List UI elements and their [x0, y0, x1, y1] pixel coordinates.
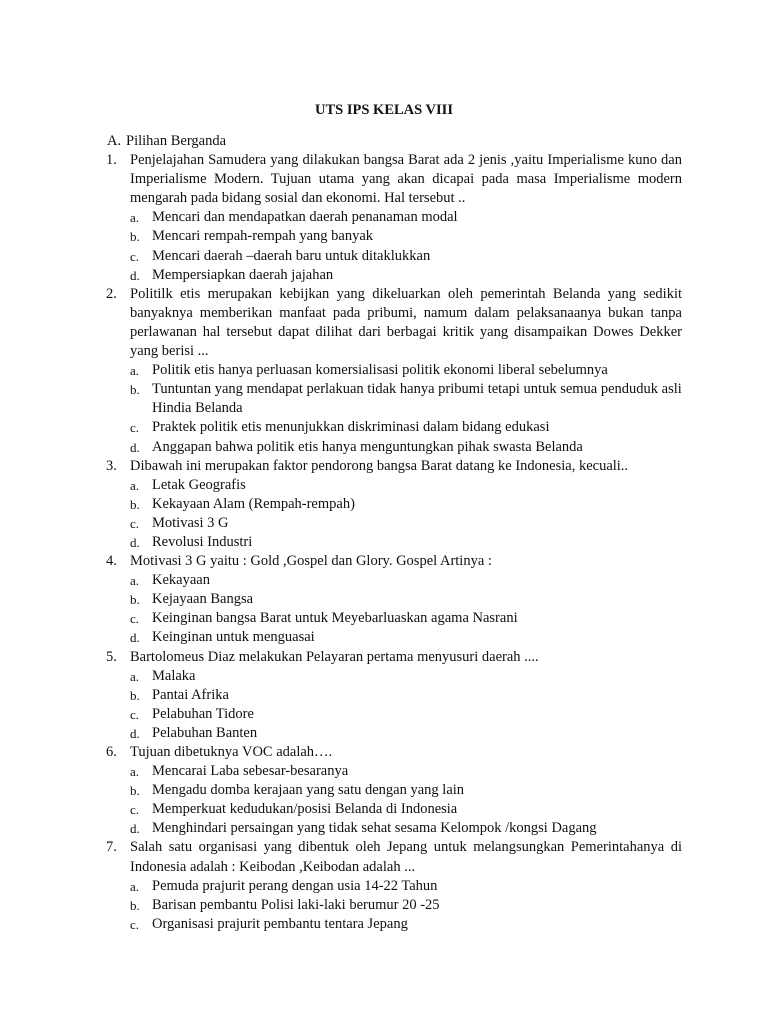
option-text: Malaka — [152, 667, 196, 684]
option-text: Memperkuat kedudukan/posisi Belanda di Indonesia — [152, 801, 458, 818]
question-text: Indonesia adalah : Keibodan ,Keibodan adalah ... — [130, 858, 416, 875]
option-letter: d. — [130, 267, 140, 283]
option-text: Pelabuhan Banten — [152, 724, 258, 741]
option — [0, 495, 768, 514]
option-letter: d. — [130, 439, 140, 455]
question-text: mengarah pada bidang sosial dan ekonomi. Hal tersebut .. — [130, 190, 466, 207]
section-letter: A. — [107, 133, 122, 149]
option — [0, 438, 768, 457]
option-text: Politik etis hanya perluasan komersialisasi politik ekonomi liberal sebelumnya — [152, 362, 608, 379]
question-text: Bartolomeus Diaz melakukan Pelayaran pertama menyusuri daerah .... — [130, 648, 539, 665]
option — [0, 571, 768, 590]
option-text: Praktek politik etis menunjukkan diskriminasi dalam bidang edukasi — [152, 419, 550, 436]
option-letter: c. — [130, 706, 140, 722]
option — [0, 380, 768, 399]
option-letter: c. — [130, 611, 140, 627]
question-text: Penjelajahan Samudera yang dilakukan bangsa Barat ada 2 jenis ,yaitu Imperialisme kuno dan — [130, 152, 682, 169]
option — [0, 514, 768, 533]
question-number: 3. — [106, 457, 117, 474]
option-letter: d. — [130, 821, 140, 837]
question-7 — [0, 838, 768, 857]
question-4 — [0, 552, 768, 571]
option — [0, 800, 768, 819]
option-letter: b. — [130, 592, 140, 608]
document-title: UTS IPS KELAS VIII — [315, 102, 453, 118]
question-text: Dibawah ini merupakan faktor pendorong bangsa Barat datang ke Indonesia, kecuali.. — [130, 457, 629, 474]
option — [0, 628, 768, 647]
option-letter: c. — [130, 802, 140, 818]
option-letter: c. — [130, 916, 140, 932]
question-number: 6. — [106, 744, 117, 760]
question-text: Salah satu organisasi yang dibentuk oleh Jepang untuk melangsungkan Pemerintahanya di — [130, 839, 682, 856]
option-text: Mencari dan mendapatkan daerah penanaman modal — [152, 209, 458, 226]
option-cont — [0, 399, 768, 418]
question-number: 2. — [106, 285, 117, 302]
question-1 — [0, 151, 768, 170]
option-letter: b. — [130, 783, 140, 799]
option — [0, 667, 768, 686]
option-letter: b. — [130, 496, 140, 512]
option-letter: d. — [130, 725, 140, 741]
option-text: Mencari daerah –daerah baru untuk ditaklukkan — [152, 247, 431, 264]
question-list — [0, 132, 768, 934]
option-letter: a. — [130, 210, 140, 226]
question-2-cont — [0, 323, 768, 342]
question-text: Imperialisme Modern. Tujuan utama yang akan dicapai pada masa Imperialisme modern — [130, 171, 682, 188]
option-letter: b. — [130, 229, 140, 245]
question-number: 7. — [106, 839, 117, 856]
question-text: perlawanan hal tersebut dapat dilihat dari berbagai kritik yang disampaikan Dowes Dekker — [130, 323, 682, 340]
option-text: Hindia Belanda — [152, 400, 243, 417]
option-letter: b. — [130, 687, 140, 703]
option-text: Mencari rempah-rempah yang banyak — [152, 228, 374, 245]
option — [0, 915, 768, 934]
option-text: Kejayaan Bangsa — [152, 591, 254, 608]
option — [0, 609, 768, 628]
question-6 — [0, 743, 768, 762]
question-1-cont — [0, 170, 768, 189]
option-letter: c. — [130, 420, 140, 436]
question-5 — [0, 648, 768, 667]
option — [0, 781, 768, 800]
option — [0, 877, 768, 896]
option — [0, 705, 768, 724]
option-text: Letak Geografis — [152, 476, 246, 493]
option-text: Motivasi 3 G — [152, 514, 229, 531]
option-text: Mempersiapkan daerah jajahan — [152, 266, 334, 283]
question-number: 4. — [106, 553, 117, 570]
option — [0, 590, 768, 609]
option-letter: b. — [130, 382, 140, 398]
option-letter: a. — [130, 477, 140, 493]
option — [0, 686, 768, 705]
option-text: Pemuda prajurit perang dengan usia 14-22 Tahun — [152, 877, 438, 894]
option-text: Menghindari persaingan yang tidak sehat sesama Kelompok /kongsi Dagang — [152, 820, 597, 837]
question-number: 1. — [106, 152, 117, 169]
question-text: Tujuan dibetuknya VOC adalah…. — [130, 744, 333, 760]
question-text: Politilk etis merupakan kebijkan yang dikeluarkan oleh pemerintah Belanda yang sedikit — [130, 285, 682, 302]
option — [0, 418, 768, 437]
option — [0, 247, 768, 266]
question-2-cont — [0, 342, 768, 361]
option — [0, 533, 768, 552]
question-2 — [0, 285, 768, 304]
option — [0, 762, 768, 781]
option — [0, 724, 768, 743]
option — [0, 227, 768, 246]
question-text: Motivasi 3 G yaitu : Gold ,Gospel dan Glory. Gospel Artinya : — [130, 553, 492, 570]
option — [0, 819, 768, 838]
option — [0, 896, 768, 915]
option-text: Mencarai Laba sebesar-besaranya — [152, 763, 349, 780]
option-text: Keinginan bangsa Barat untuk Meyebarluaskan agama Nasrani — [152, 610, 518, 627]
question-7-cont — [0, 858, 768, 877]
option — [0, 266, 768, 285]
question-3 — [0, 457, 768, 476]
section-header — [0, 132, 768, 151]
question-text: banyaknya memberikan manfaat pada pribumi, namum dalam pelaksanaanya bukan tanpa — [130, 304, 682, 321]
option-letter: a. — [130, 764, 140, 780]
option-letter: c. — [130, 248, 140, 264]
question-1-cont — [0, 189, 768, 208]
question-number: 5. — [106, 648, 117, 665]
option-text: Revolusi Industri — [152, 533, 253, 550]
option-text: Pantai Afrika — [152, 686, 229, 703]
option-text: Barisan pembantu Polisi laki-laki berumur 20 -25 — [152, 896, 440, 913]
option-letter: d. — [130, 630, 140, 646]
option — [0, 476, 768, 495]
option-text: Anggapan bahwa politik etis hanya menguntungkan pihak swasta Belanda — [152, 438, 583, 455]
option-text: Organisasi prajurit pembantu tentara Jepang — [152, 915, 408, 932]
option-text: Tuntuntan yang mendapat perlakuan tidak hanya pribumi tetapi untuk semua penduduk asli — [152, 381, 682, 398]
option-text: Keinginan untuk menguasai — [152, 629, 315, 646]
section-label: Pilihan Berganda — [126, 133, 227, 149]
option-text: Kekayaan — [152, 572, 210, 589]
option-letter: c. — [130, 515, 140, 531]
option-letter: a. — [130, 363, 140, 379]
option-letter: b. — [130, 897, 140, 913]
option-text: Pelabuhan Tidore — [152, 705, 254, 722]
option-text: Kekayaan Alam (Rempah-rempah) — [152, 495, 355, 512]
option-letter: a. — [130, 573, 140, 589]
option-letter: a. — [130, 668, 140, 684]
option-letter: d. — [130, 534, 140, 550]
option-text: Mengadu domba kerajaan yang satu dengan yang lain — [152, 782, 465, 799]
option-letter: a. — [130, 878, 140, 894]
option — [0, 208, 768, 227]
question-2-cont — [0, 304, 768, 323]
option — [0, 361, 768, 380]
question-text: yang berisi ... — [130, 343, 209, 360]
